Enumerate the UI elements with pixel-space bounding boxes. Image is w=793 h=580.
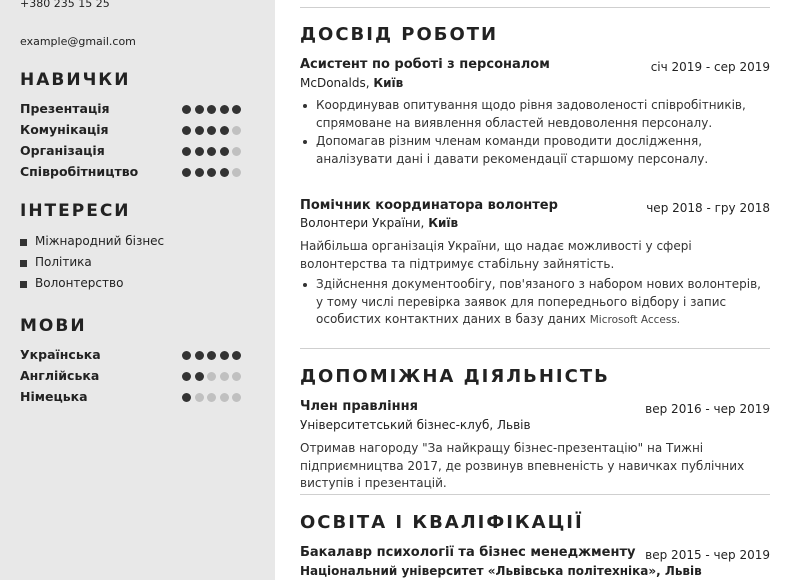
activity-dates: вер 2016 - чер 2019 (645, 402, 770, 416)
rating-dot-filled (195, 372, 204, 381)
job-bullets (300, 276, 770, 331)
rating-dot-empty (232, 126, 241, 135)
rating-dot-filled (232, 105, 241, 114)
rating-dots (182, 105, 245, 115)
skill-row (20, 101, 250, 119)
rating-dot-filled (220, 351, 229, 360)
job-description: Найбільша організація України, що надає можливості у сфері волонтерства та підтримує стабільну зайнятість. (300, 239, 692, 271)
activity-description: Отримав нагороду "За найкращу бізнес-презентацію" на Тижні підприємництва 2017, де розвинув впевненість у навичках публічних виступів і презентацій. (300, 441, 745, 490)
skill-label: Організація (20, 143, 105, 158)
phone-number: +380 235 15 25 (20, 0, 110, 10)
square-bullet-icon (20, 239, 27, 246)
activity-title: Член правління (300, 399, 418, 414)
rating-dot-empty (207, 393, 216, 402)
divider (300, 7, 770, 8)
language-label: Німецька (20, 389, 88, 404)
language-row (20, 368, 250, 386)
interest-label: Політика (35, 255, 92, 269)
rating-dot-filled (195, 168, 204, 177)
language-label: Англійська (20, 368, 100, 383)
rating-dot-filled (207, 126, 216, 135)
rating-dots (182, 168, 245, 178)
rating-dot-filled (182, 168, 191, 177)
email-address: example@gmail.com (20, 35, 136, 48)
language-row (20, 389, 250, 407)
rating-dots (182, 393, 245, 403)
divider (300, 494, 770, 495)
university-name: Національний університет «Львівська політехніка», Львів (300, 564, 702, 578)
list-item: Координував опитування щодо рівня задоволеності співробітників, спрямоване на виявлення областей невдоволення персоналу. (300, 97, 770, 132)
languages-heading: МОВИ (20, 316, 87, 336)
rating-dot-empty (220, 393, 229, 402)
activity-organization: Університетський бізнес-клуб, Львів (300, 418, 531, 432)
job-title: Асистент по роботі з персоналом (300, 57, 550, 72)
rating-dot-filled (195, 147, 204, 156)
job-title: Помічник координатора волонтер (300, 198, 558, 213)
rating-dot-filled (220, 126, 229, 135)
square-bullet-icon (20, 281, 27, 288)
activities-heading: ДОПОМІЖНА ДІЯЛЬНІСТЬ (300, 366, 610, 387)
rating-dot-filled (182, 105, 191, 114)
rating-dot-empty (232, 168, 241, 177)
interests-heading: ІНТЕРЕСИ (20, 201, 131, 221)
interest-label: Міжнародний бізнес (35, 234, 165, 248)
main-content (300, 0, 770, 580)
language-label: Українська (20, 347, 101, 362)
rating-dot-filled (232, 351, 241, 360)
rating-dot-empty (232, 147, 241, 156)
rating-dot-filled (182, 393, 191, 402)
rating-dot-filled (220, 147, 229, 156)
rating-dot-filled (195, 105, 204, 114)
education-heading: ОСВІТА І КВАЛІФІКАЦІЇ (300, 512, 584, 533)
job-dates: січ 2019 - сер 2019 (650, 60, 770, 74)
job-bullets (300, 97, 770, 169)
list-item: Здійснення документообігу, пов'язаного з набором нових волонтерів, у тому числі перевірка заявок для попереднього відбору і запис особистих контактних даних в базу даних Microsoft Access. (300, 276, 770, 330)
rating-dot-filled (207, 168, 216, 177)
skill-row (20, 122, 250, 140)
rating-dot-empty (232, 393, 241, 402)
skills-heading: НАВИЧКИ (20, 70, 131, 90)
rating-dot-empty (207, 372, 216, 381)
rating-dot-empty (220, 372, 229, 381)
rating-dot-filled (207, 147, 216, 156)
skill-label: Співробітництво (20, 164, 139, 179)
skill-row (20, 143, 250, 161)
skill-row (20, 164, 250, 182)
rating-dot-filled (182, 372, 191, 381)
rating-dot-empty (195, 393, 204, 402)
job-organization: McDonalds, Київ (300, 76, 404, 90)
divider (300, 348, 770, 349)
rating-dot-filled (220, 168, 229, 177)
sidebar (0, 0, 275, 580)
rating-dot-filled (195, 351, 204, 360)
job-organization: Волонтери України, Київ (300, 216, 459, 230)
square-bullet-icon (20, 260, 27, 267)
rating-dot-filled (182, 126, 191, 135)
degree-title: Бакалавр психології та бізнес менеджменту (300, 545, 636, 560)
rating-dot-filled (220, 105, 229, 114)
job-dates: чер 2018 - гру 2018 (646, 201, 770, 215)
rating-dots (182, 147, 245, 157)
degree-dates: вер 2015 - чер 2019 (645, 548, 770, 562)
rating-dots (182, 126, 245, 136)
rating-dot-empty (232, 372, 241, 381)
skill-label: Презентація (20, 101, 110, 116)
list-item: Допомагав різним членам команди проводити дослідження, аналізувати дані і давати рекомендації старшому персоналу. (300, 133, 770, 168)
interest-label: Волонтерство (35, 276, 124, 290)
rating-dots (182, 372, 245, 382)
rating-dot-filled (195, 126, 204, 135)
rating-dot-filled (207, 351, 216, 360)
skill-label: Комунікація (20, 122, 109, 137)
experience-heading: ДОСВІД РОБОТИ (300, 24, 499, 45)
rating-dot-filled (182, 147, 191, 156)
rating-dot-filled (207, 105, 216, 114)
language-row (20, 347, 250, 365)
rating-dot-filled (182, 351, 191, 360)
rating-dots (182, 351, 245, 361)
